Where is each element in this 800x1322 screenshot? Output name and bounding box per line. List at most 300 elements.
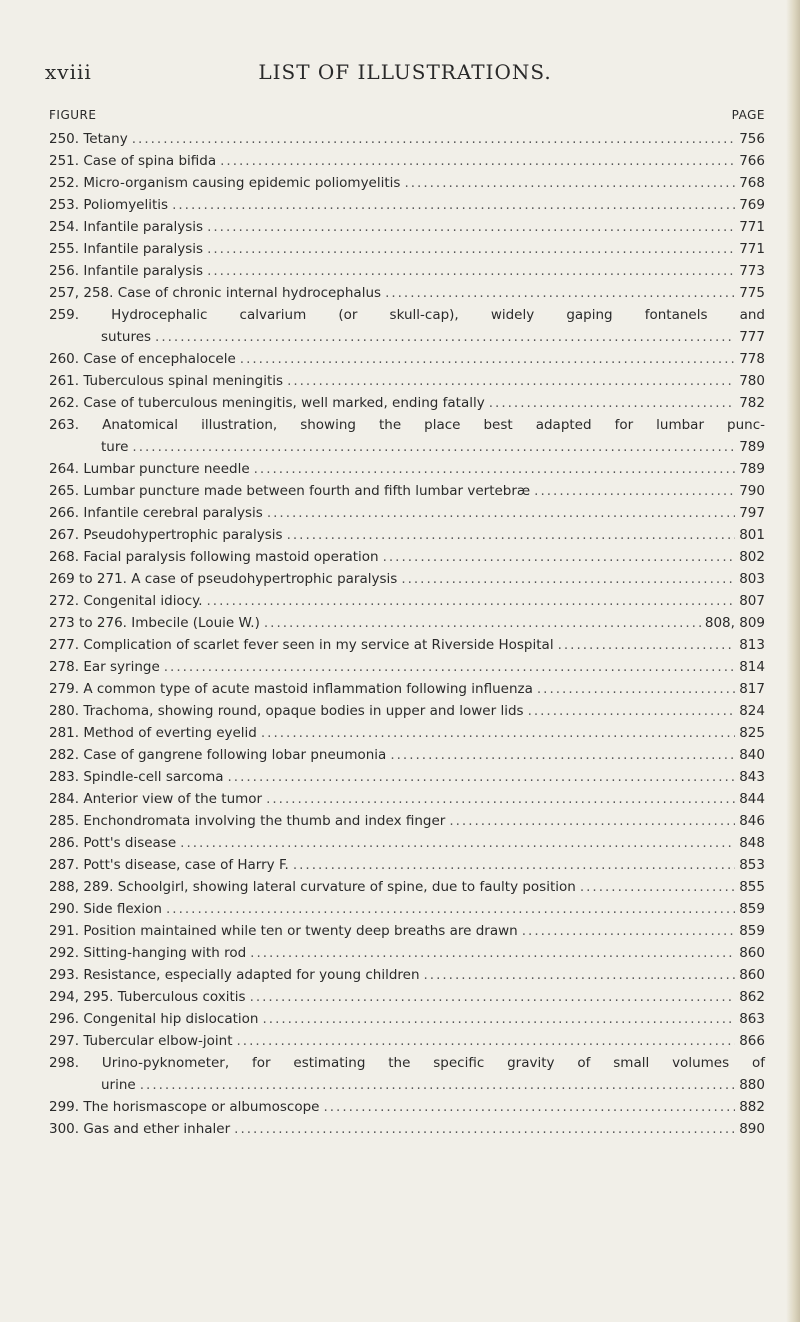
figure-number: 284. [49,791,80,807]
dot-leader [172,194,735,216]
figure-title: Poliomyelitis [83,197,169,213]
page-reference: 790 [739,483,765,499]
figure-title: Congenital hip dislocation [83,1011,259,1027]
entry-line [49,832,765,854]
entry-text [49,722,257,744]
page-reference: 782 [739,395,765,411]
page-number: xviii [45,60,92,84]
entry-line [49,722,765,744]
entry-line [49,612,765,634]
page-reference: 860 [739,945,765,961]
entry-line [49,524,765,546]
figure-title: Lumbar puncture needle [83,461,250,477]
entry-continuation-line [49,436,765,458]
figure-number: 283. [49,769,80,785]
entry-text [49,744,386,766]
entry-text [49,194,168,216]
entry-text [49,524,283,546]
entry-line [49,700,765,722]
figure-title: Trachoma, showing round, opaque bodies in upper and lower lids [83,703,524,719]
list-entry [49,1118,765,1140]
entry-first-line [49,1052,765,1074]
entry-line [49,1008,765,1030]
entry-line [49,1030,765,1052]
figure-title: Anterior view of the tumor [83,791,263,807]
entry-text [49,700,524,722]
dot-leader [180,832,735,854]
entry-text [49,568,397,590]
entry-text [49,128,128,150]
figure-number: 294, 295. [49,989,114,1005]
page-reference: 801 [739,527,765,543]
entry-line [49,282,765,304]
dot-leader [522,920,735,942]
figure-number: 265. [49,483,80,499]
dot-leader [164,656,735,678]
figure-title: Case of encephalocele [83,351,236,367]
figure-number: 282. [49,747,80,763]
figure-number: 298. [49,1055,80,1071]
page-reference: 768 [739,175,765,191]
figure-title: Facial paralysis following mastoid operation [83,549,379,565]
figure-column-label: FIGURE [49,108,97,122]
page-reference: 802 [739,549,765,565]
page-reference: 824 [739,703,765,719]
entry-line [49,590,765,612]
list-entry [49,348,765,370]
dot-leader [323,1096,735,1118]
figure-title-continued: ture [101,439,129,455]
page-reference: 803 [739,571,765,587]
figure-number: 266. [49,505,80,521]
entry-line [49,194,765,216]
page-reference: 780 [739,373,765,389]
figure-number: 253. [49,197,80,213]
entry-line [49,920,765,942]
dot-leader [207,260,735,282]
figure-title: Enchondromata involving the thumb and index finger [83,813,446,829]
entry-line [49,788,765,810]
dot-leader [287,524,736,546]
figure-number: 291. [49,923,80,939]
figure-title: Infantile paralysis [83,219,204,235]
entry-text [49,590,203,612]
figure-number: 273 to 276. [49,615,127,631]
dot-leader [404,172,735,194]
figure-title: Infantile paralysis [83,263,204,279]
figure-number: 280. [49,703,80,719]
figure-title: A common type of acute mastoid inflammation following influenza [83,681,533,697]
figure-number: 269 to 271. [49,571,127,587]
figure-title: Tetany [83,131,128,147]
page-reference: 777 [739,329,765,345]
list-entry [49,150,765,172]
entry-text [49,282,381,304]
dot-leader [266,788,735,810]
dot-leader [401,568,735,590]
figure-number: 286. [49,835,80,851]
page-reference: 848 [739,835,765,851]
entry-text [49,1118,230,1140]
entry-line [49,546,765,568]
list-entry [49,194,765,216]
page-reference: 797 [739,505,765,521]
figure-number: 267. [49,527,80,543]
page-reference: 808, 809 [704,615,765,631]
figure-number: 292. [49,945,80,961]
dot-leader [234,1118,735,1140]
figure-title: Urino-pyknometer, for estimating the specific gravity of small volumes of [101,1055,765,1071]
dot-leader [228,766,736,788]
figure-number: 285. [49,813,80,829]
figure-number: 279. [49,681,80,697]
list-entry [49,964,765,986]
figure-title: Imbecile (Louie W.) [131,615,260,631]
page-edge-shadow [786,0,800,1322]
list-entry [49,392,765,414]
figure-title: Spindle-cell sarcoma [83,769,224,785]
entry-text [49,238,203,260]
entry-line [49,964,765,986]
dot-leader [489,392,735,414]
figure-title: Infantile cerebral paralysis [83,505,263,521]
dot-leader [267,502,735,524]
dot-leader [383,546,736,568]
column-headings [49,108,765,126]
page-reference: 771 [739,241,765,257]
figure-number: 261. [49,373,80,389]
dot-leader [166,898,735,920]
page-reference: 814 [739,659,765,675]
page-reference: 789 [739,461,765,477]
entry-text [49,678,533,700]
entry-line [49,766,765,788]
dot-leader [155,326,735,348]
page-reference: 866 [739,1033,765,1049]
figure-number: 262. [49,395,80,411]
list-entry [49,282,765,304]
list-entry [49,502,765,524]
dot-leader [293,854,735,876]
entry-line [49,502,765,524]
entry-line [49,898,765,920]
list-entry [49,568,765,590]
figure-title: Tubercular elbow-joint [83,1033,233,1049]
entry-line [49,216,765,238]
page-reference: 789 [739,439,765,455]
list-entry [49,238,765,260]
dot-leader [250,986,736,1008]
entry-line [49,348,765,370]
figure-title: Hydrocephalic calvarium (or skull-cap), widely gaping fontanels and [111,307,765,323]
entry-text [49,766,224,788]
list-entry [49,612,765,634]
list-entry [49,634,765,656]
page-reference: 846 [739,813,765,829]
page-reference: 766 [739,153,765,169]
entry-line [49,238,765,260]
figure-title: Position maintained while ten or twenty deep breaths are drawn [83,923,518,939]
dot-leader [207,590,736,612]
dot-leader [240,348,735,370]
list-entry [49,744,765,766]
list-entry [49,700,765,722]
figure-title: Sitting-hanging with rod [83,945,247,961]
figure-number: 281. [49,725,80,741]
dot-leader [207,238,735,260]
dot-leader [534,480,735,502]
running-header [45,60,765,90]
list-entry [49,876,765,898]
dot-leader [261,722,735,744]
entry-first-line [49,414,765,436]
entry-line [49,480,765,502]
page-reference: 843 [739,769,765,785]
entry-text [49,942,246,964]
entry-line [49,260,765,282]
list-entry [49,546,765,568]
entry-text [49,348,236,370]
entry-text [49,876,576,898]
page-reference: 807 [739,593,765,609]
figure-number: 251. [49,153,80,169]
entry-text [49,392,485,414]
dot-leader [449,810,735,832]
figure-number: 296. [49,1011,80,1027]
entry-line [49,172,765,194]
entry-line [49,1118,765,1140]
figure-number: 264. [49,461,80,477]
entry-continuation-line [49,326,765,348]
figure-title: Pott's disease, case of Harry F. [83,857,289,873]
page-reference: 775 [739,285,765,301]
list-entry [49,722,765,744]
figure-title: Case of gangrene following lobar pneumonia [83,747,387,763]
entry-text [49,150,216,172]
page-reference: 880 [739,1077,765,1093]
list-entry [49,986,765,1008]
figure-number: 288, 289. [49,879,114,895]
dot-leader [254,458,736,480]
figure-title: Lumbar puncture made between fourth and fifth lumbar vertebræ [83,483,531,499]
entry-text [49,458,250,480]
figure-number: 268. [49,549,80,565]
dot-leader [207,216,735,238]
dot-leader [262,1008,735,1030]
entry-line [49,568,765,590]
entry-text [49,1030,233,1052]
page-reference: 859 [739,923,765,939]
entry-text [49,920,518,942]
dot-leader [140,1074,735,1096]
dot-leader [424,964,736,986]
figure-number: 278. [49,659,80,675]
figure-title: A case of pseudohypertrophic paralysis [131,571,398,587]
figure-number: 299. [49,1099,80,1115]
dot-leader [385,282,735,304]
page-reference: 859 [739,901,765,917]
running-title: LIST OF ILLUSTRATIONS. [258,60,552,84]
figure-title: Resistance, especially adapted for young children [83,967,420,983]
figure-title: Ear syringe [83,659,160,675]
list-entry [49,524,765,546]
entry-line [49,370,765,392]
figure-title-continued: urine [101,1077,136,1093]
figure-title: Anatomical illustration, showing the place best adapted for lumbar punc- [102,417,765,433]
figure-title: Schoolgirl, showing lateral curvature of spine, due to faulty position [117,879,576,895]
list-entry [49,766,765,788]
dot-leader [528,700,736,722]
dot-leader [264,612,701,634]
entry-line [49,128,765,150]
entry-text [49,546,379,568]
figure-number: 256. [49,263,80,279]
entry-text [49,480,530,502]
entry-line [49,656,765,678]
entry-line [49,634,765,656]
figure-title: Tuberculous coxitis [117,989,246,1005]
page-reference: 853 [739,857,765,873]
dot-leader [250,942,735,964]
entry-line [49,986,765,1008]
entry-line [49,678,765,700]
dot-leader [132,128,735,150]
dot-leader [132,436,735,458]
entry-line [49,392,765,414]
dot-leader [537,678,735,700]
dot-leader [558,634,736,656]
dot-leader [237,1030,736,1052]
page-reference: 855 [739,879,765,895]
illustration-list [49,128,765,1140]
figure-number: 297. [49,1033,80,1049]
page-reference: 773 [739,263,765,279]
entry-text [49,832,176,854]
page-reference: 771 [739,219,765,235]
entry-text [49,898,162,920]
dot-leader [390,744,735,766]
list-entry [49,832,765,854]
figure-title: Micro-organism causing epidemic poliomyelitis [83,175,401,191]
list-entry [49,1008,765,1030]
list-entry [49,260,765,282]
page-reference: 882 [739,1099,765,1115]
entry-text [49,788,262,810]
entry-text [49,634,554,656]
page-reference: 844 [739,791,765,807]
figure-title: Tuberculous spinal meningitis [83,373,284,389]
list-entry [49,414,765,458]
figure-title: The horismascope or albumoscope [83,1099,320,1115]
entry-text [49,216,203,238]
list-entry [49,898,765,920]
figure-number: 255. [49,241,80,257]
list-entry [49,1096,765,1118]
list-entry [49,810,765,832]
page-reference: 756 [739,131,765,147]
figure-title: Case of chronic internal hydrocephalus [117,285,382,301]
figure-title: Method of everting eyelid [83,725,257,741]
entry-line [49,876,765,898]
list-entry [49,172,765,194]
figure-number: 293. [49,967,80,983]
figure-title: Pott's disease [83,835,177,851]
list-entry [49,128,765,150]
figure-number: 300. [49,1121,80,1137]
figure-title: Infantile paralysis [83,241,204,257]
figure-number: 250. [49,131,80,147]
page-reference: 769 [739,197,765,213]
list-entry [49,942,765,964]
figure-number: 254. [49,219,80,235]
list-entry [49,458,765,480]
page-reference: 860 [739,967,765,983]
page-reference: 778 [739,351,765,367]
list-entry [49,678,765,700]
figure-title: Side flexion [83,901,162,917]
figure-number: 287. [49,857,80,873]
figure-number: 277. [49,637,80,653]
list-entry [49,370,765,392]
entry-line [49,854,765,876]
entry-text [49,854,289,876]
list-entry [49,480,765,502]
figure-number: 252. [49,175,80,191]
entry-text [49,1096,319,1118]
page-reference: 813 [739,637,765,653]
entry-text [49,656,160,678]
page-reference: 862 [739,989,765,1005]
list-entry [49,920,765,942]
entry-text [49,172,400,194]
page-reference: 825 [739,725,765,741]
list-entry [49,656,765,678]
list-entry [49,590,765,612]
entry-text [49,260,203,282]
entry-text [49,810,445,832]
entry-text [49,986,246,1008]
entry-line [49,744,765,766]
figure-title: Pseudohypertrophic paralysis [83,527,283,543]
dot-leader [287,370,735,392]
entry-line [49,458,765,480]
entry-line [49,810,765,832]
page-reference: 890 [739,1121,765,1137]
entry-text [49,612,260,634]
figure-title-continued: sutures [101,329,152,345]
figure-title: Complication of scarlet fever seen in my service at Riverside Hospital [83,637,554,653]
entry-line [49,942,765,964]
dot-leader [220,150,735,172]
figure-title: Congenital idiocy. [83,593,203,609]
figure-number: 290. [49,901,80,917]
entry-text [49,964,420,986]
figure-number: 260. [49,351,80,367]
entry-line [49,1096,765,1118]
entry-text [49,502,263,524]
figure-number: 257, 258. [49,285,114,301]
figure-number: 272. [49,593,80,609]
figure-number: 263. [49,417,80,433]
entry-line [49,150,765,172]
page-reference: 840 [739,747,765,763]
figure-title: Case of tuberculous meningitis, well marked, ending fatally [83,395,485,411]
entry-text [49,370,283,392]
entry-text [49,1008,258,1030]
figure-title: Case of spina bifida [83,153,217,169]
list-entry [49,1052,765,1096]
list-entry [49,1030,765,1052]
